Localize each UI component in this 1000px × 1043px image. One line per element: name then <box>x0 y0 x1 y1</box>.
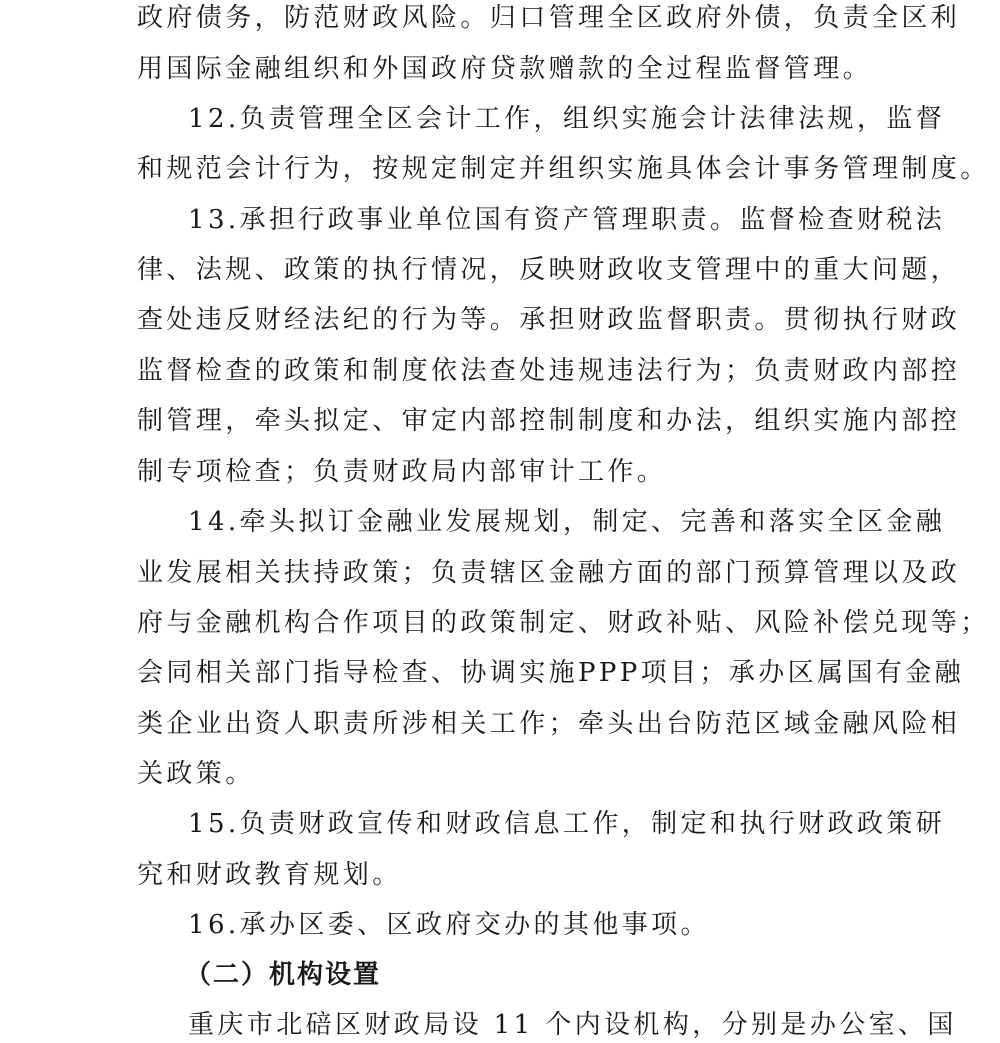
body-text-line: 制管理，牵头拟定、审定内部控制制度和办法，组织实施内部控 <box>137 406 961 436</box>
body-text-line: 会同相关部门指导检查、协调实施PPP项目；承办区属国有金融 <box>137 658 965 688</box>
body-text-line: 和规范会计行为，按规定制定并组织实施具体会计事务管理制度。 <box>137 154 990 184</box>
body-text-line: 律、法规、政策的执行情况，反映财政收支管理中的重大问题， <box>137 255 961 285</box>
body-text-line: 究和财政教育规划。 <box>137 860 402 890</box>
list-item-13-line: 13.承担行政事业单位国有资产管理职责。监督检查财税法 <box>188 205 946 235</box>
body-text-line: 重庆市北碚区财政局设 11 个内设机构，分别是办公室、国 <box>188 1010 957 1040</box>
body-text-line: 用国际金融组织和外国政府贷款赠款的全过程监督管理。 <box>137 54 873 84</box>
body-text-line: 类企业出资人职责所涉相关工作；牵头出台防范区域金融风险相 <box>137 709 961 739</box>
list-item-16-line: 16.承办区委、区政府交办的其他事项。 <box>188 910 710 940</box>
body-text-line: 查处违反财经法纪的行为等。承担财政监督职责。贯彻执行财政 <box>137 305 961 335</box>
body-text-line: 业发展相关扶持政策；负责辖区金融方面的部门预算管理以及政 <box>137 558 961 588</box>
body-text-line: 制专项检查；负责财政局内部审计工作。 <box>137 457 667 487</box>
list-item-14-line: 14.牵头拟订金融业发展规划，制定、完善和落实全区金融 <box>188 507 946 537</box>
section-heading: （二）机构设置 <box>185 960 382 990</box>
body-text-line: 关政策。 <box>137 759 255 789</box>
body-text-line: 监督检查的政策和制度依法查处违规违法行为；负责财政内部控 <box>137 356 961 386</box>
list-item-15-line: 15.负责财政宣传和财政信息工作，制定和执行财政政策研 <box>188 809 946 839</box>
list-item-12-line: 12.负责管理全区会计工作，组织实施会计法律法规，监督 <box>188 104 946 134</box>
body-text-line: 府与金融机构合作项目的政策制定、财政补贴、风险补偿兑现等； <box>137 608 990 638</box>
body-text-line: 政府债务，防范财政风险。归口管理全区政府外债，负责全区利 <box>137 3 961 33</box>
